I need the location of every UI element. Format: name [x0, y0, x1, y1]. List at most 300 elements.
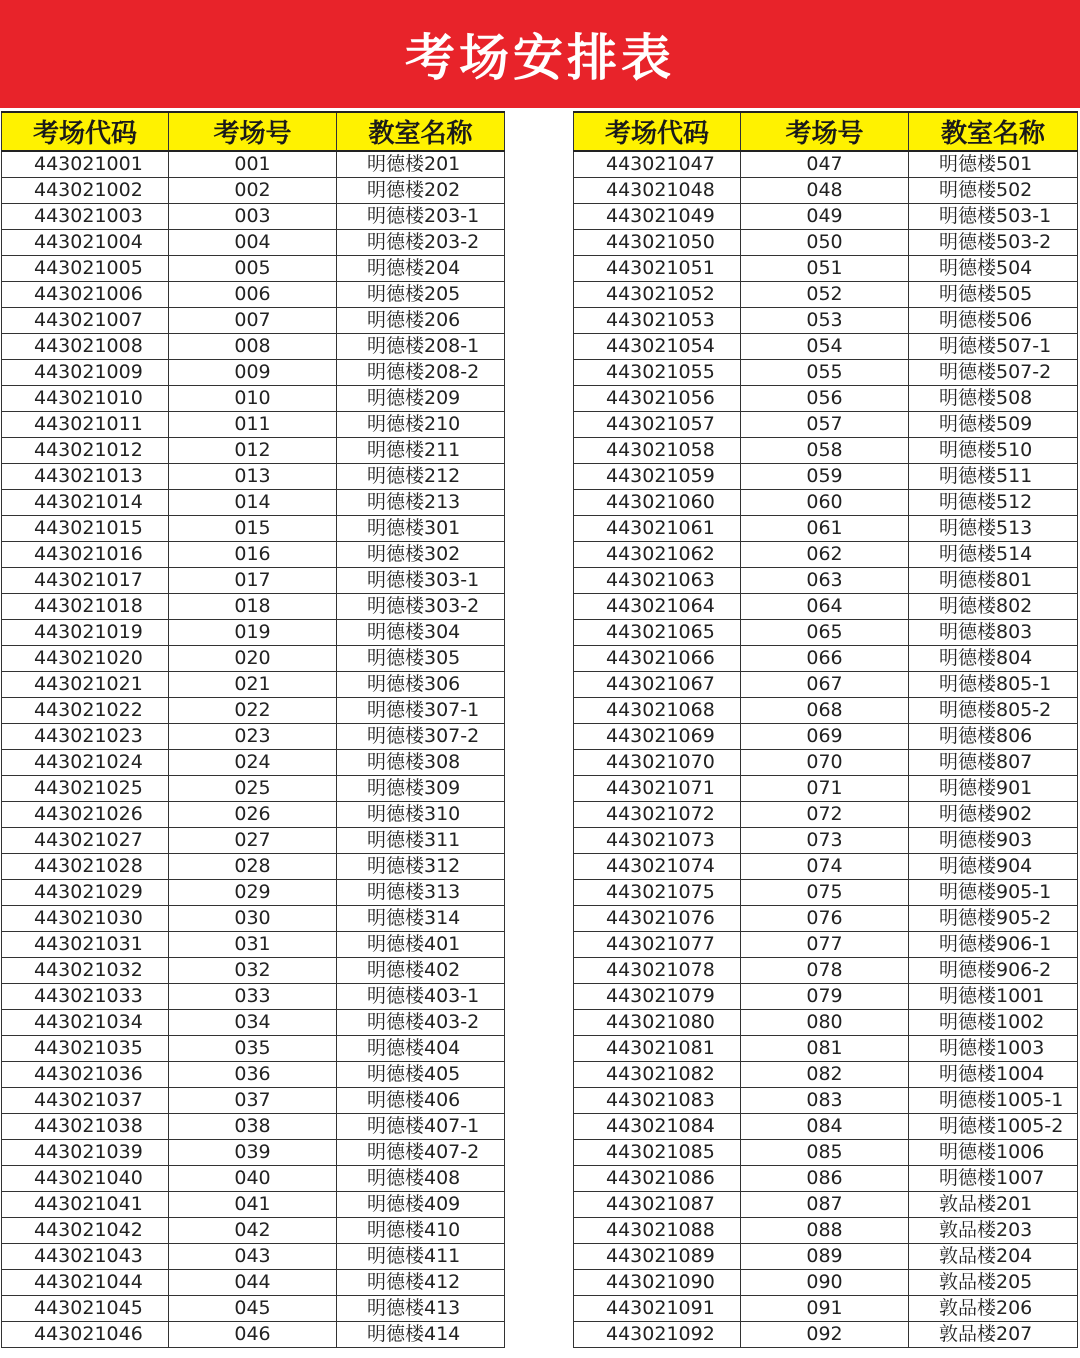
table-row	[574, 1322, 1078, 1348]
table-row	[574, 412, 1078, 438]
exam-number-cell: 044	[169, 1270, 337, 1296]
exam-code-cell: 443021045	[2, 1296, 169, 1322]
exam-code-cell: 443021055	[574, 360, 741, 386]
table-row	[2, 204, 505, 230]
exam-number-cell: 068	[741, 698, 909, 724]
exam-code-cell: 443021081	[574, 1036, 741, 1062]
exam-code-cell: 443021007	[2, 308, 169, 334]
exam-number-cell: 076	[741, 906, 909, 932]
exam-code-cell: 443021013	[2, 464, 169, 490]
classroom-name-cell: 明德楼401	[337, 932, 505, 958]
classroom-name-cell: 明德楼502	[909, 178, 1078, 204]
classroom-name-cell: 明德楼1006	[909, 1140, 1078, 1166]
exam-code-cell: 443021033	[2, 984, 169, 1010]
classroom-name-cell: 明德楼510	[909, 438, 1078, 464]
classroom-name-cell: 明德楼504	[909, 256, 1078, 282]
exam-number-cell: 069	[741, 724, 909, 750]
exam-code-cell: 443021022	[2, 698, 169, 724]
exam-number-cell: 003	[169, 204, 337, 230]
exam-code-cell: 443021070	[574, 750, 741, 776]
exam-number-cell: 029	[169, 880, 337, 906]
header-exam-number: 考场号	[169, 112, 337, 151]
exam-code-cell: 443021023	[2, 724, 169, 750]
exam-code-cell: 443021048	[574, 178, 741, 204]
exam-code-cell: 443021002	[2, 178, 169, 204]
exam-code-cell: 443021006	[2, 282, 169, 308]
exam-code-cell: 443021044	[2, 1270, 169, 1296]
table-row	[2, 906, 505, 932]
exam-code-cell: 443021041	[2, 1192, 169, 1218]
table-row	[574, 256, 1078, 282]
classroom-name-cell: 明德楼501	[909, 151, 1078, 178]
classroom-name-cell: 明德楼1002	[909, 1010, 1078, 1036]
exam-code-cell: 443021057	[574, 412, 741, 438]
classroom-name-cell: 明德楼507-1	[909, 334, 1078, 360]
table-row	[2, 698, 505, 724]
classroom-name-cell: 敦品楼207	[909, 1322, 1078, 1348]
table-row	[2, 490, 505, 516]
exam-code-cell: 443021003	[2, 204, 169, 230]
exam-code-cell: 443021080	[574, 1010, 741, 1036]
classroom-name-cell: 敦品楼203	[909, 1218, 1078, 1244]
table-row	[574, 620, 1078, 646]
exam-number-cell: 090	[741, 1270, 909, 1296]
table-row	[2, 334, 505, 360]
header-classroom-name: 教室名称	[909, 112, 1078, 151]
table-row	[574, 204, 1078, 230]
exam-code-cell: 443021059	[574, 464, 741, 490]
exam-code-cell: 443021073	[574, 828, 741, 854]
classroom-name-cell: 明德楼906-1	[909, 932, 1078, 958]
exam-code-cell: 443021079	[574, 984, 741, 1010]
classroom-name-cell: 明德楼314	[337, 906, 505, 932]
table-row	[2, 360, 505, 386]
exam-code-cell: 443021077	[574, 932, 741, 958]
table-row	[574, 1088, 1078, 1114]
classroom-name-cell: 明德楼303-1	[337, 568, 505, 594]
exam-number-cell: 067	[741, 672, 909, 698]
exam-code-cell: 443021039	[2, 1140, 169, 1166]
exam-number-cell: 027	[169, 828, 337, 854]
table-row	[2, 542, 505, 568]
classroom-name-cell: 明德楼905-2	[909, 906, 1078, 932]
exam-code-cell: 443021014	[2, 490, 169, 516]
table-row	[574, 1062, 1078, 1088]
classroom-name-cell: 明德楼805-1	[909, 672, 1078, 698]
exam-number-cell: 073	[741, 828, 909, 854]
classroom-name-cell: 明德楼307-2	[337, 724, 505, 750]
classroom-name-cell: 明德楼208-1	[337, 334, 505, 360]
header-row	[2, 112, 505, 151]
header-row	[574, 112, 1078, 151]
table-row	[2, 724, 505, 750]
classroom-name-cell: 明德楼409	[337, 1192, 505, 1218]
classroom-name-cell: 明德楼1001	[909, 984, 1078, 1010]
table-row	[574, 1296, 1078, 1322]
table-row	[574, 698, 1078, 724]
exam-code-cell: 443021011	[2, 412, 169, 438]
classroom-name-cell: 明德楼513	[909, 516, 1078, 542]
table-row	[574, 230, 1078, 256]
table-row	[2, 438, 505, 464]
exam-number-cell: 009	[169, 360, 337, 386]
exam-number-cell: 017	[169, 568, 337, 594]
exam-code-cell: 443021028	[2, 854, 169, 880]
exam-code-cell: 443021078	[574, 958, 741, 984]
exam-code-cell: 443021064	[574, 594, 741, 620]
classroom-name-cell: 明德楼404	[337, 1036, 505, 1062]
table-row	[2, 1088, 505, 1114]
classroom-name-cell: 明德楼408	[337, 1166, 505, 1192]
classroom-name-cell: 明德楼1005-1	[909, 1088, 1078, 1114]
exam-code-cell: 443021004	[2, 230, 169, 256]
exam-code-cell: 443021050	[574, 230, 741, 256]
table-row	[574, 984, 1078, 1010]
exam-number-cell: 077	[741, 932, 909, 958]
exam-code-cell: 443021027	[2, 828, 169, 854]
table-row	[574, 854, 1078, 880]
exam-code-cell: 443021018	[2, 594, 169, 620]
classroom-name-cell: 明德楼1003	[909, 1036, 1078, 1062]
classroom-name-cell: 明德楼801	[909, 568, 1078, 594]
classroom-name-cell: 明德楼410	[337, 1218, 505, 1244]
exam-number-cell: 024	[169, 750, 337, 776]
exam-code-cell: 443021056	[574, 386, 741, 412]
table-row	[574, 776, 1078, 802]
exam-code-cell: 443021089	[574, 1244, 741, 1270]
classroom-name-cell: 敦品楼204	[909, 1244, 1078, 1270]
exam-number-cell: 033	[169, 984, 337, 1010]
table-row	[2, 308, 505, 334]
exam-number-cell: 032	[169, 958, 337, 984]
classroom-name-cell: 明德楼511	[909, 464, 1078, 490]
table-row	[2, 282, 505, 308]
exam-number-cell: 066	[741, 646, 909, 672]
classroom-name-cell: 明德楼202	[337, 178, 505, 204]
exam-number-cell: 039	[169, 1140, 337, 1166]
classroom-name-cell: 明德楼312	[337, 854, 505, 880]
table-row	[2, 958, 505, 984]
table-row	[2, 386, 505, 412]
classroom-name-cell: 明德楼1007	[909, 1166, 1078, 1192]
exam-code-cell: 443021052	[574, 282, 741, 308]
classroom-name-cell: 明德楼208-2	[337, 360, 505, 386]
exam-code-cell: 443021016	[2, 542, 169, 568]
table-row	[2, 854, 505, 880]
table-row	[574, 438, 1078, 464]
table-row	[574, 1140, 1078, 1166]
exam-number-cell: 006	[169, 282, 337, 308]
exam-code-cell: 443021012	[2, 438, 169, 464]
table-row	[574, 386, 1078, 412]
exam-number-cell: 055	[741, 360, 909, 386]
exam-code-cell: 443021001	[2, 151, 169, 178]
table-row	[574, 360, 1078, 386]
exam-code-cell: 443021085	[574, 1140, 741, 1166]
classroom-name-cell: 明德楼503-1	[909, 204, 1078, 230]
exam-number-cell: 074	[741, 854, 909, 880]
schedule-table-left	[1, 111, 505, 1348]
table-row	[2, 932, 505, 958]
table-row	[574, 906, 1078, 932]
exam-number-cell: 020	[169, 646, 337, 672]
classroom-name-cell: 明德楼904	[909, 854, 1078, 880]
exam-number-cell: 023	[169, 724, 337, 750]
classroom-name-cell: 明德楼503-2	[909, 230, 1078, 256]
classroom-name-cell: 明德楼304	[337, 620, 505, 646]
exam-number-cell: 064	[741, 594, 909, 620]
table-row	[2, 1062, 505, 1088]
exam-code-cell: 443021038	[2, 1114, 169, 1140]
exam-number-cell: 085	[741, 1140, 909, 1166]
exam-number-cell: 072	[741, 802, 909, 828]
table-row	[574, 750, 1078, 776]
classroom-name-cell: 明德楼405	[337, 1062, 505, 1088]
exam-number-cell: 011	[169, 412, 337, 438]
exam-number-cell: 051	[741, 256, 909, 282]
exam-code-cell: 443021060	[574, 490, 741, 516]
exam-number-cell: 052	[741, 282, 909, 308]
exam-number-cell: 079	[741, 984, 909, 1010]
exam-number-cell: 036	[169, 1062, 337, 1088]
exam-number-cell: 016	[169, 542, 337, 568]
classroom-name-cell: 明德楼509	[909, 412, 1078, 438]
exam-number-cell: 092	[741, 1322, 909, 1348]
table-row	[574, 958, 1078, 984]
exam-code-cell: 443021066	[574, 646, 741, 672]
exam-number-cell: 047	[741, 151, 909, 178]
exam-number-cell: 030	[169, 906, 337, 932]
exam-number-cell: 081	[741, 1036, 909, 1062]
exam-code-cell: 443021091	[574, 1296, 741, 1322]
classroom-name-cell: 明德楼302	[337, 542, 505, 568]
table-row	[2, 412, 505, 438]
exam-number-cell: 053	[741, 308, 909, 334]
exam-code-cell: 443021058	[574, 438, 741, 464]
exam-number-cell: 008	[169, 334, 337, 360]
exam-number-cell: 048	[741, 178, 909, 204]
classroom-name-cell: 明德楼402	[337, 958, 505, 984]
table-row	[574, 464, 1078, 490]
exam-number-cell: 080	[741, 1010, 909, 1036]
table-row	[574, 568, 1078, 594]
exam-code-cell: 443021067	[574, 672, 741, 698]
exam-number-cell: 012	[169, 438, 337, 464]
exam-number-cell: 025	[169, 776, 337, 802]
exam-number-cell: 010	[169, 386, 337, 412]
table-row	[2, 646, 505, 672]
table-row	[574, 646, 1078, 672]
table-row	[2, 464, 505, 490]
table-row	[2, 256, 505, 282]
table-row	[2, 1270, 505, 1296]
exam-number-cell: 041	[169, 1192, 337, 1218]
exam-code-cell: 443021071	[574, 776, 741, 802]
classroom-name-cell: 明德楼805-2	[909, 698, 1078, 724]
classroom-name-cell: 明德楼806	[909, 724, 1078, 750]
classroom-name-cell: 明德楼906-2	[909, 958, 1078, 984]
classroom-name-cell: 明德楼507-2	[909, 360, 1078, 386]
classroom-name-cell: 明德楼902	[909, 802, 1078, 828]
classroom-name-cell: 明德楼309	[337, 776, 505, 802]
classroom-name-cell: 明德楼210	[337, 412, 505, 438]
table-row	[574, 1244, 1078, 1270]
table-row	[2, 1166, 505, 1192]
exam-number-cell: 018	[169, 594, 337, 620]
exam-number-cell: 061	[741, 516, 909, 542]
table-row	[574, 151, 1078, 178]
classroom-name-cell: 明德楼807	[909, 750, 1078, 776]
exam-code-cell: 443021053	[574, 308, 741, 334]
classroom-name-cell: 明德楼204	[337, 256, 505, 282]
table-row	[2, 828, 505, 854]
table-row	[2, 1218, 505, 1244]
exam-code-cell: 443021046	[2, 1322, 169, 1348]
exam-code-cell: 443021043	[2, 1244, 169, 1270]
exam-code-cell: 443021036	[2, 1062, 169, 1088]
exam-code-cell: 443021086	[574, 1166, 741, 1192]
exam-code-cell: 443021030	[2, 906, 169, 932]
table-row	[574, 516, 1078, 542]
classroom-name-cell: 明德楼512	[909, 490, 1078, 516]
classroom-name-cell: 明德楼209	[337, 386, 505, 412]
classroom-name-cell: 明德楼303-2	[337, 594, 505, 620]
exam-number-cell: 034	[169, 1010, 337, 1036]
exam-code-cell: 443021037	[2, 1088, 169, 1114]
table-row	[2, 1192, 505, 1218]
exam-code-cell: 443021025	[2, 776, 169, 802]
exam-code-cell: 443021068	[574, 698, 741, 724]
exam-code-cell: 443021065	[574, 620, 741, 646]
exam-number-cell: 005	[169, 256, 337, 282]
exam-number-cell: 014	[169, 490, 337, 516]
exam-code-cell: 443021090	[574, 1270, 741, 1296]
table-row	[2, 880, 505, 906]
classroom-name-cell: 明德楼508	[909, 386, 1078, 412]
exam-number-cell: 056	[741, 386, 909, 412]
classroom-name-cell: 明德楼307-1	[337, 698, 505, 724]
table-row	[2, 620, 505, 646]
classroom-name-cell: 明德楼403-2	[337, 1010, 505, 1036]
exam-number-cell: 088	[741, 1218, 909, 1244]
exam-code-cell: 443021010	[2, 386, 169, 412]
classroom-name-cell: 明德楼905-1	[909, 880, 1078, 906]
classroom-name-cell: 明德楼903	[909, 828, 1078, 854]
exam-code-cell: 443021092	[574, 1322, 741, 1348]
table-row	[574, 880, 1078, 906]
exam-number-cell: 083	[741, 1088, 909, 1114]
exam-code-cell: 443021035	[2, 1036, 169, 1062]
classroom-name-cell: 明德楼306	[337, 672, 505, 698]
table-row	[574, 1218, 1078, 1244]
page-title: 考场安排表	[405, 29, 675, 87]
exam-number-cell: 045	[169, 1296, 337, 1322]
classroom-name-cell: 明德楼803	[909, 620, 1078, 646]
exam-number-cell: 001	[169, 151, 337, 178]
table-row	[574, 1114, 1078, 1140]
exam-number-cell: 058	[741, 438, 909, 464]
exam-code-cell: 443021029	[2, 880, 169, 906]
exam-number-cell: 065	[741, 620, 909, 646]
table-row	[574, 334, 1078, 360]
exam-number-cell: 059	[741, 464, 909, 490]
exam-code-cell: 443021051	[574, 256, 741, 282]
table-row	[574, 828, 1078, 854]
exam-number-cell: 082	[741, 1062, 909, 1088]
table-row	[574, 594, 1078, 620]
exam-number-cell: 063	[741, 568, 909, 594]
exam-number-cell: 035	[169, 1036, 337, 1062]
classroom-name-cell: 明德楼1004	[909, 1062, 1078, 1088]
classroom-name-cell: 明德楼1005-2	[909, 1114, 1078, 1140]
classroom-name-cell: 明德楼203-2	[337, 230, 505, 256]
classroom-name-cell: 敦品楼201	[909, 1192, 1078, 1218]
classroom-name-cell: 明德楼514	[909, 542, 1078, 568]
exam-number-cell: 043	[169, 1244, 337, 1270]
title-banner	[0, 0, 1080, 108]
table-row	[2, 984, 505, 1010]
exam-code-cell: 443021063	[574, 568, 741, 594]
exam-number-cell: 015	[169, 516, 337, 542]
exam-code-cell: 443021087	[574, 1192, 741, 1218]
header-exam-number: 考场号	[741, 112, 909, 151]
exam-number-cell: 042	[169, 1218, 337, 1244]
exam-code-cell: 443021049	[574, 204, 741, 230]
exam-number-cell: 075	[741, 880, 909, 906]
table-row	[574, 1270, 1078, 1296]
table-row	[2, 672, 505, 698]
exam-code-cell: 443021019	[2, 620, 169, 646]
classroom-name-cell: 明德楼413	[337, 1296, 505, 1322]
table-row	[2, 151, 505, 178]
exam-code-cell: 443021061	[574, 516, 741, 542]
table-row	[574, 178, 1078, 204]
exam-number-cell: 050	[741, 230, 909, 256]
exam-number-cell: 070	[741, 750, 909, 776]
classroom-name-cell: 明德楼407-1	[337, 1114, 505, 1140]
exam-number-cell: 071	[741, 776, 909, 802]
table-row	[574, 802, 1078, 828]
table-row	[2, 1296, 505, 1322]
exam-code-cell: 443021024	[2, 750, 169, 776]
exam-code-cell: 443021040	[2, 1166, 169, 1192]
table-row	[574, 308, 1078, 334]
exam-number-cell: 031	[169, 932, 337, 958]
exam-number-cell: 007	[169, 308, 337, 334]
exam-code-cell: 443021008	[2, 334, 169, 360]
classroom-name-cell: 明德楼311	[337, 828, 505, 854]
classroom-name-cell: 明德楼802	[909, 594, 1078, 620]
exam-code-cell: 443021032	[2, 958, 169, 984]
classroom-name-cell: 明德楼308	[337, 750, 505, 776]
table-row	[2, 802, 505, 828]
exam-number-cell: 028	[169, 854, 337, 880]
table-row	[2, 1036, 505, 1062]
classroom-name-cell: 明德楼406	[337, 1088, 505, 1114]
table-row	[574, 932, 1078, 958]
exam-code-cell: 443021026	[2, 802, 169, 828]
classroom-name-cell: 明德楼505	[909, 282, 1078, 308]
table-row	[574, 1010, 1078, 1036]
table-row	[574, 1036, 1078, 1062]
exam-number-cell: 078	[741, 958, 909, 984]
classroom-name-cell: 敦品楼206	[909, 1296, 1078, 1322]
classroom-name-cell: 明德楼414	[337, 1322, 505, 1348]
table-row	[574, 542, 1078, 568]
classroom-name-cell: 明德楼301	[337, 516, 505, 542]
table-row	[574, 282, 1078, 308]
exam-number-cell: 002	[169, 178, 337, 204]
